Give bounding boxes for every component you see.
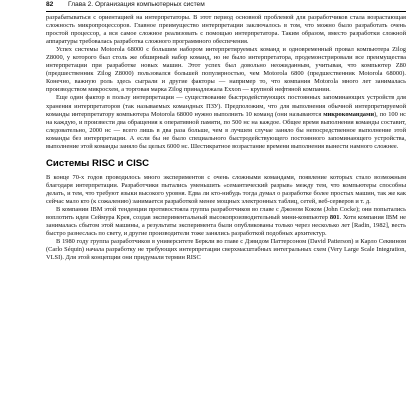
body-text — [46, 14, 406, 262]
paragraph-5-part-a: В компании IBM этой тенденции противостояла группа разработчиков во главе с Джоном Коком (John Cocke); они попытались воплотить идеи Сеймура Крея, создав экспериментальный высокопроизводительный мини-компьютер — [46, 205, 406, 222]
paragraph-6: В 1980 году группа разработчиков в университете Беркли во главе с Дэвидом Паттерсоном (David Patterson) и Карло Секвином (Carlo Séquin) начала разработку не требующих интерпретации сверхмасштабных интегральных схем (Very Large Scale Integration, VLSI). Для этой концепции они придумали термин RISC — [46, 238, 406, 262]
chapter-title: Глава 2. Организация компьютерных систем — [68, 1, 205, 8]
paragraph-5-part-b: . Хотя компания IBM не занималась сбытом этой машины, а результаты эксперимента были опубликованы только через несколько лет [Radin, 1982], весть быстро разнеслась по свету, и другие производители тоже занялись разработкой подобных архитектур. — [46, 214, 406, 238]
paragraph-3-part-a: Еще один фактор в пользу интерпретации — существование быстродействующих постоянных запоминающих устройств для хранения интерпретаторов (так называемых командных ПЗУ). Предположим, что для выполнения обычной интерпретируемой команды интерпретатору компьютера Motorola 68000 нужно выполнить 10 команд (они называются — [46, 94, 406, 118]
section-heading: Системы RISC и CISC — [46, 157, 150, 169]
paragraph-4: В конце 70-х годов проводилось много экспериментов с очень сложными командами, появление которых стало возможным благодаря интерпретации. Разработчики пытались уменьшить «семантический разрыв» между тем, что компьютеры способны делать, и тем, что требуют языки высокого уровня. Едва ли кто-нибудь тогда думал о разработке более простых машин, так же как сейчас мало кто (к сожалению) занимается разработкой менее мощных электронных таблиц, сетей, веб-серверов и т. д. — [46, 173, 406, 205]
paragraph-2: Успех системы Motorola 68000 с большим набором интерпретируемых команд и одновременный провал компьютера Zilog Z8000, у которого был столь же обширный набор команд, но не было интерпретатора, продемонстрировали все преимущества интерпретации при разработке новых машин. Этот успех был довольно неожиданным, учитывая, что компьютер Z80 (предшественник Zilog Z8000) пользовался большей популярностью, чем Motorola 6800 (предшественник Motorola 68000). Конечно, важную роль здесь сыграли и другие факторы — например то, что компания Motorola много лет занималась производством микросхем, а торговая марка Zilog принадлежала Exxon — крупной нефтяной компании. — [46, 46, 406, 94]
page-number: 82 — [46, 1, 54, 8]
paragraph-3-part-b: ), по 100 нс на каждую, и произвести два обращения к оперативной памяти, по 500 нс на каждое. Общее время выполнения команды составит, следовательно, 2000 нс — всего лишь в два раза больше, чем в лучшем случае заняло бы непосредственное выполнение этой команды без интерпретации. А если бы не было специального быстродействующего постоянного запоминающего устройства, выполнение этой команды заняло бы целых 6000 нс. Шестикратное возрастание времени выполнения вынести намного сложнее. — [46, 110, 406, 150]
paragraph-1: разрабатываться с ориентацией на интерпретаторы. В этот период основной проблемой для разработчиков стала возрастающая сложность микропроцессоров. Главное преимущество интерпретации заключалось в том, что можно было разработать очень простой процессор, а вся самое сложное реализовать с помощью интерпретатора. Таким образом, вместо разработки сложной аппаратуры требовалась разработка сложного программного обеспечения. — [46, 14, 406, 46]
paragraph-3 — [46, 94, 406, 150]
paragraph-5 — [46, 206, 406, 238]
running-header — [46, 0, 406, 12]
term-801: 801 — [329, 214, 340, 222]
term-microcommands: микрокомандами — [323, 110, 375, 118]
